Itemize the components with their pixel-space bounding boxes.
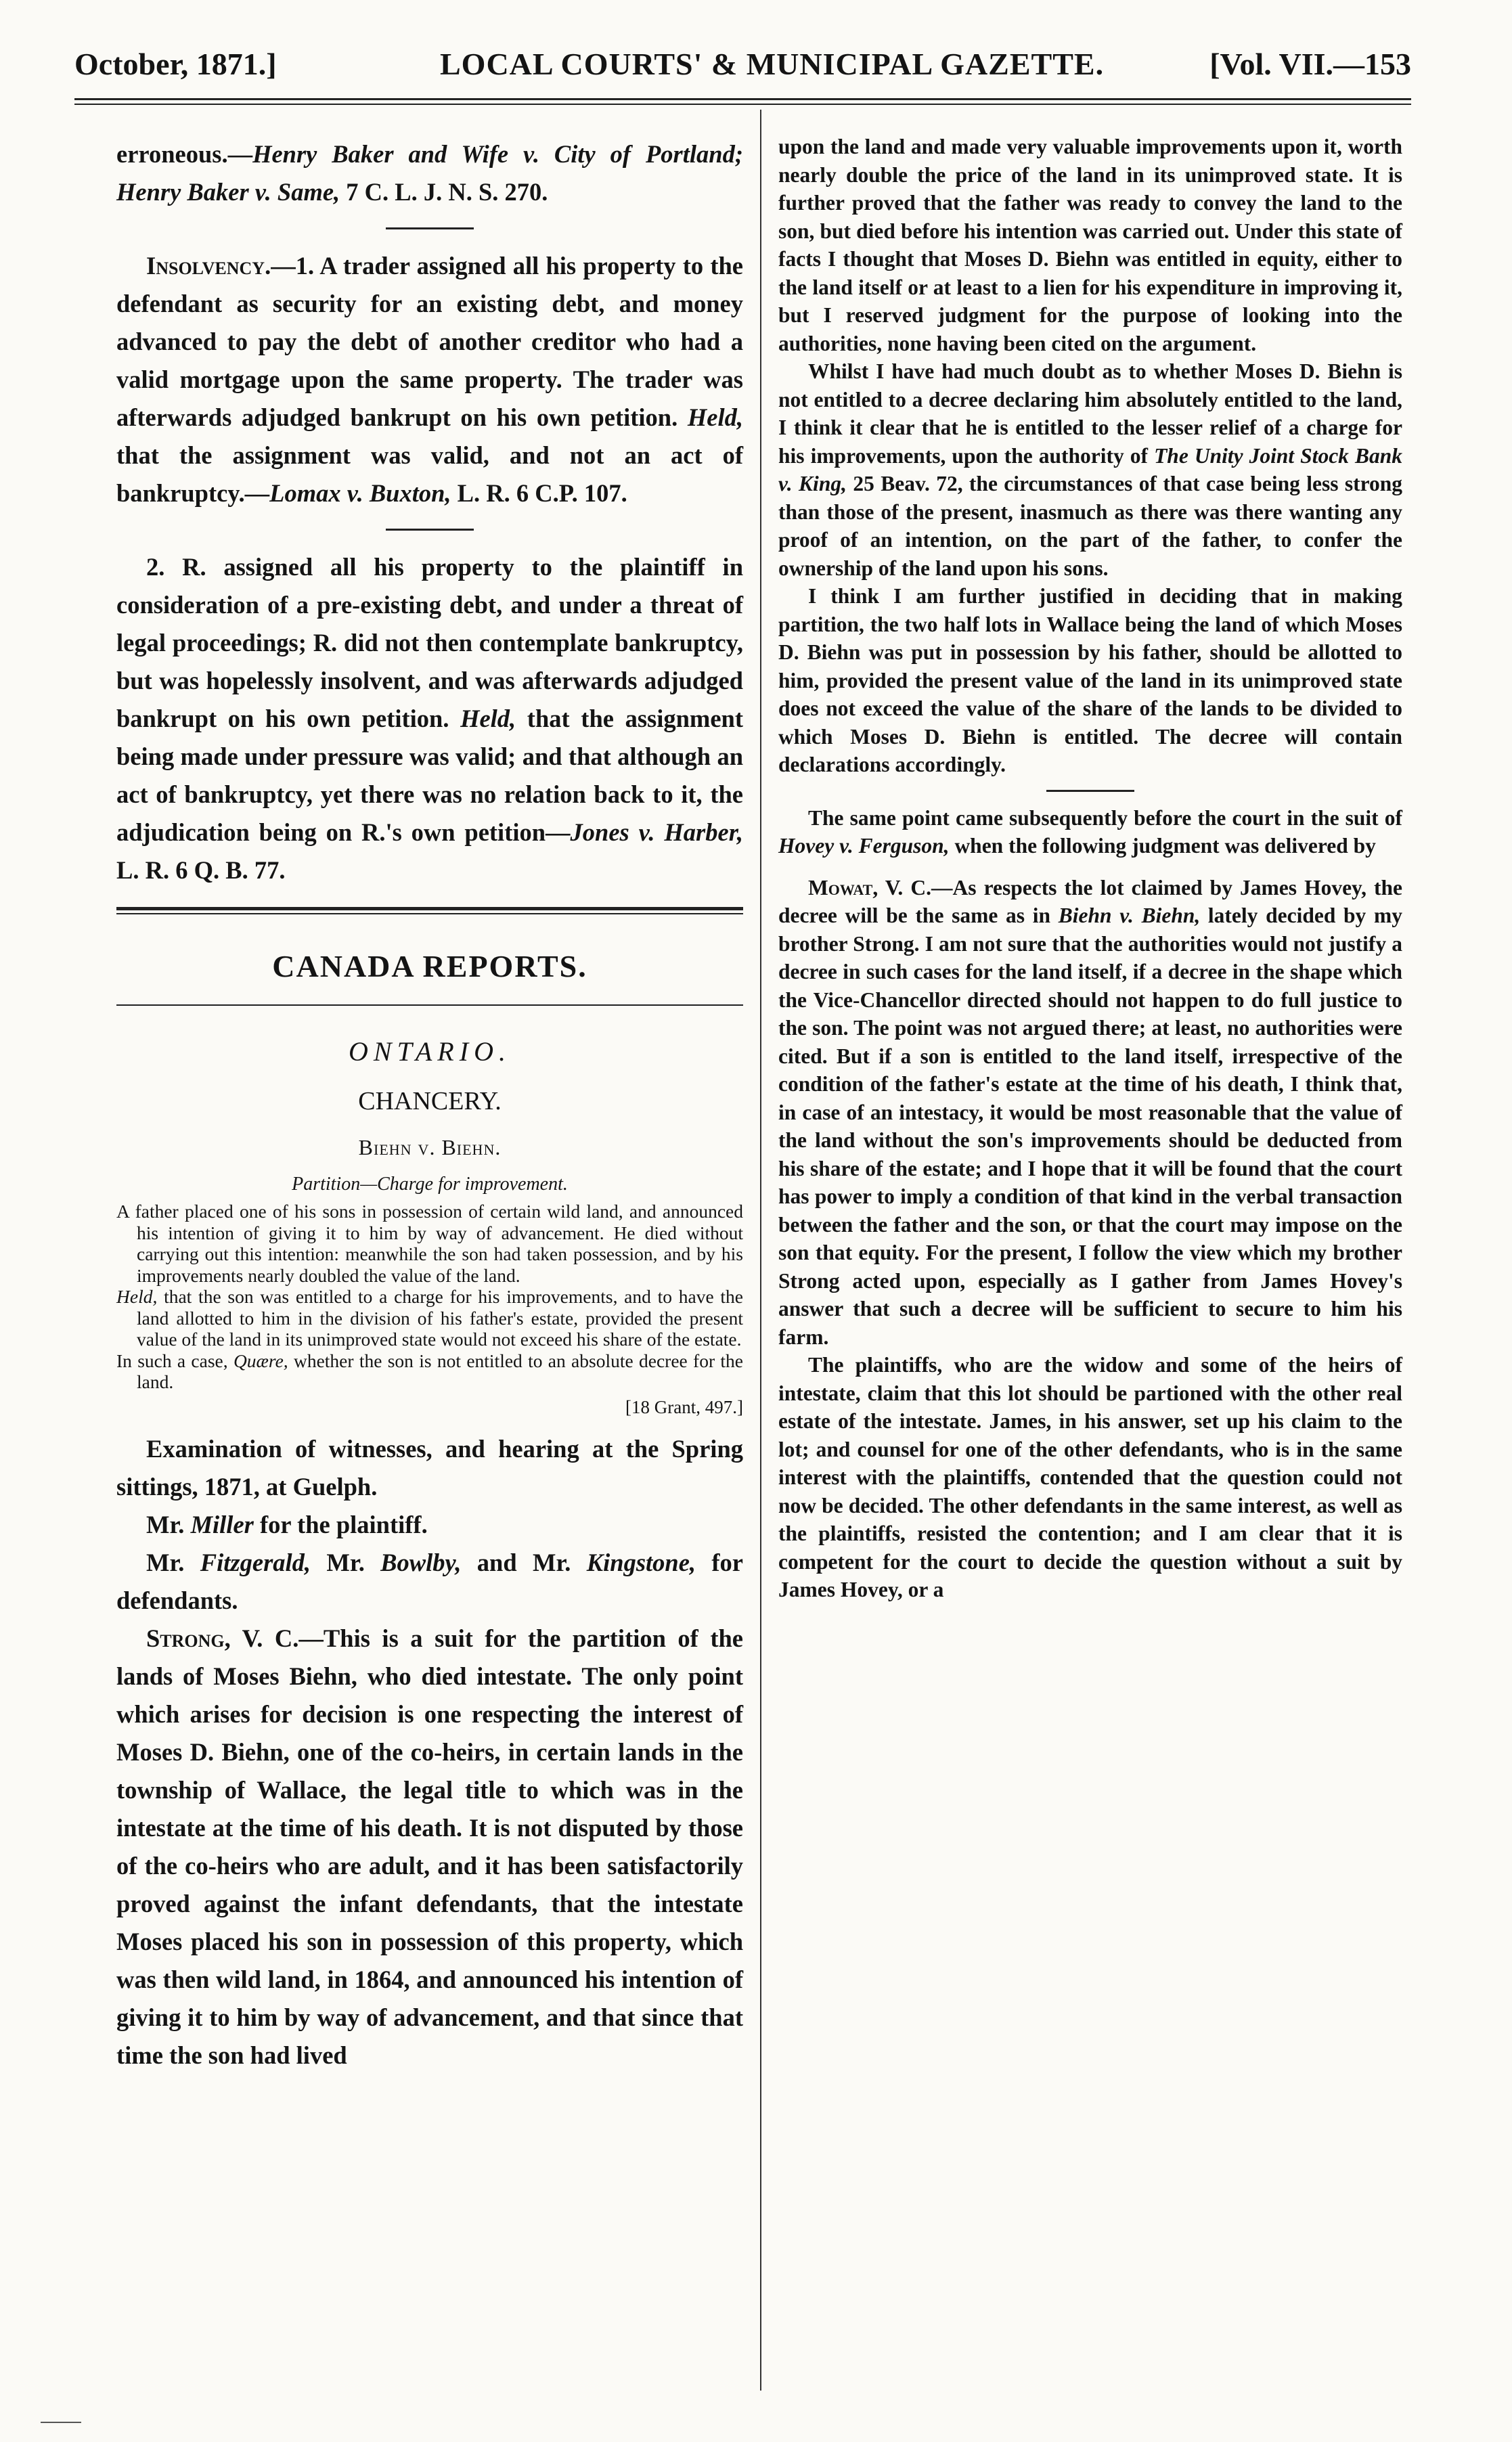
counsel-plaintiff: Mr. Miller for the plaintiff. [146,1510,428,1538]
paragraph-erroneous: erroneous.—Henry Baker and Wife v. City of Portland; Henry Baker v. Same, 7 C. L. J. N. S. 270. [116,140,743,206]
case-name: Lomax v. Buxton, [269,479,451,507]
case-title: Biehn v. Biehn. [358,1135,502,1159]
section-divider [1046,790,1134,792]
judgment-strong: Strong, V. C.—This is a suit for the partition of the lands of Moses Biehn, who died intestate. The only point which arises for decision is one respecting the interest of Moses D. Biehn, one of the co-heirs, in certain lands in the township of Wallace, the legal title to which was in the intestate at the time of his death. It is not disputed by those of the co-heirs who are adult, and it has been satisfactorily proved against the infant defendants, that the intestate Moses placed his son in possession of this property, which was then wild land, in 1864, and announced his intention of giving it to him by way of advancement, and that since that time the son had lived [116,1624,744,2069]
headnote-quaere: In such a case, Quære, whether the son is not entitled to an absolute decree for the land. [116,1350,743,1392]
paragraph-insolvency-1: Insolvency.—1. A trader assigned all his property to the defendant as security for an existing debt, and money advanced to pay the debt of another creditor who had a valid mortgage upon the same property. The trader was afterwards adjudged bankrupt on his own petition. Held, that the assignment was valid, and not an act of bankruptcy.—Lomax v. Buxton, L. R. 6 C.P. 107. [116,252,743,507]
section-title: CANADA REPORTS. [272,949,587,983]
report-citation: [18 Grant, 497.] [625,1396,743,1417]
right-column [778,133,1402,1604]
headnote-title: Partition—Charge for improvement. [292,1174,568,1195]
province-heading: ONTARIO. [349,1036,511,1067]
paragraph-same-point: The same point came subsequently before the court in the suit of Hovey v. Ferguson, when the following judgment was delivered by [778,805,1402,858]
paragraph-insolvency-2: 2. R. assigned all his property to the plaintiff in consideration of a pre-existing debt, and under a threat of legal proceedings; R. did not then contemplate bankruptcy, but was hopelessly insolvent, and was afterwards adjudged bankrupt on his own petition. Held, that the assignment being made under pressure was valid; and that although an act of bankruptcy, yet there was no relation back to it, the adjudication being on R.'s own petition—Jones v. Harber, L. R. 6 Q. B. 77. [116,553,744,884]
page-header [74,46,1411,93]
paragraph-examination: Examination of witnesses, and hearing at the Spring sittings, 1871, at Guelph. [116,1434,743,1501]
header-rule [74,98,1411,100]
judge-label: Mowat, V. C. [808,875,931,900]
section-rule-thick [116,907,743,910]
header-volume: [Vol. VII.—153 [1209,47,1411,81]
column-divider [760,110,761,2391]
counsel-defendants: Mr. Fitzgerald, Mr. Bowlby, and Mr. Kingstone, for defendants. [116,1548,743,1614]
paragraph-partition: I think I am further justified in deciding that in making partition, the two half lots in Wallace being the land of which Moses D. Biehn was put in possession by his father, should be allotted to him, provided the present value of the land in its unimproved state does not exceed the value of the share of the lands to be divided to which Moses D. Biehn is entitled. The decree will contain declarations accordingly. [778,584,1402,776]
section-rule-thin [116,913,743,914]
paragraph-plaintiffs: The plaintiffs, who are the widow and some of the heirs of intestate, claim that this lot should be partioned with the other real estate of the intestate. James, in his answer, set up his claim to the lot; and counsel for one of the other defendants, who is in the same interest with the plaintiffs, contended that the question could not now be decided. The other defendants in the same interest, as well as the plaintiffs, resisted the contention; and I am clear that it is competent for the court to decide the question without a suit by James Hovey, or a [778,1353,1402,1601]
subject-label: Insolvency. [146,252,271,280]
case-name: The Unity Joint Stock Bank v. King, [778,443,1403,495]
judgment-mowat: Mowat, V. C.—As respects the lot claimed by James Hovey, the decree will be the same as in Biehn v. Biehn, lately decided by my brother Strong. I am not sure that the authorities would not justify a decree in such cases for the land itself, if a decree in the shape which the Vice-Chancellor directed should not happen to do full justice to the son. The point was not argued there; at least, no authorities were cited. But if a son is entitled to the land itself, irrespective of the condition of the father's estate at the time of his death, I think that, in case of an intestacy, it would be most reasonable that the value of the land without the son's improvements should be deducted from his share of the estate; and I hope that it will be found that the court has power to imply a condition of that kind in the verbal transaction between the father and the son, or that the court may impose on the son that equity. For the present, I follow the view which my brother Strong acted upon, especially as I gather from James Hovey's answer that such a decree will be sufficient to secure to him his farm. [778,875,1403,1349]
page-corner-mark [41,2422,81,2423]
header-title: LOCAL COURTS' & MUNICIPAL GAZETTE. [440,47,1105,81]
section-divider [386,227,474,229]
headnote-held: Held, that the son was entitled to a charge for his improvements, and to have the land allotted to him in the division of his father's estate, provided the present value of the land in its unimproved state would not exceed his share of the estate. [116,1286,743,1350]
court-heading: CHANCERY. [358,1087,502,1115]
paragraph-whilst: Whilst I have had much doubt as to whether Moses D. Biehn is not entitled to a decree declaring him absolutely entitled to the land, I think it clear that he is entitled to the lesser relief of a charge for his improvements, upon the authority of The Unity Joint Stock Bank v. King, 25 Beav. 72, the circumstances of that case being less strong than those of the present, inasmuch as there was there wanting any proof of an intention, on the part of the father, to confer the ownership of the land upon his sons. [778,359,1403,580]
paragraph-continued: upon the land and made very valuable improvements upon it, worth nearly double the price of the land in its unimproved state. It is further proved that the father was ready to convey the land to the son, but died before his intention was carried out. Under this state of facts I thought that Moses D. Biehn was entitled in equity, either to the land itself or at least to a lien for his expenditure in improving it, but I reserved judgment for the purpose of looking into the authorities, none having been cited on the argument. [778,135,1402,355]
case-name: Henry Baker and Wife v. City of Portland; Henry Baker v. Same, [116,140,743,206]
case-name: Jones v. Harber, [570,818,744,846]
section-divider [386,529,474,531]
headnote-paragraph: A father placed one of his sons in possession of certain wild land, and announced his intention of giving it to him by way of advancement. He died without carrying out this intention: meanwhile the son had taken possession, and by his improvements nearly doubled the value of the land. [116,1201,743,1286]
case-name: Hovey v. Ferguson, [778,834,950,858]
case-name: Biehn v. Biehn, [1058,904,1201,927]
judge-label: Strong, V. C. [146,1624,299,1652]
section-title-rule [116,1004,743,1006]
header-date: October, 1871.] [74,47,277,81]
header-rule-secondary [74,104,1411,105]
left-column [116,135,743,2074]
